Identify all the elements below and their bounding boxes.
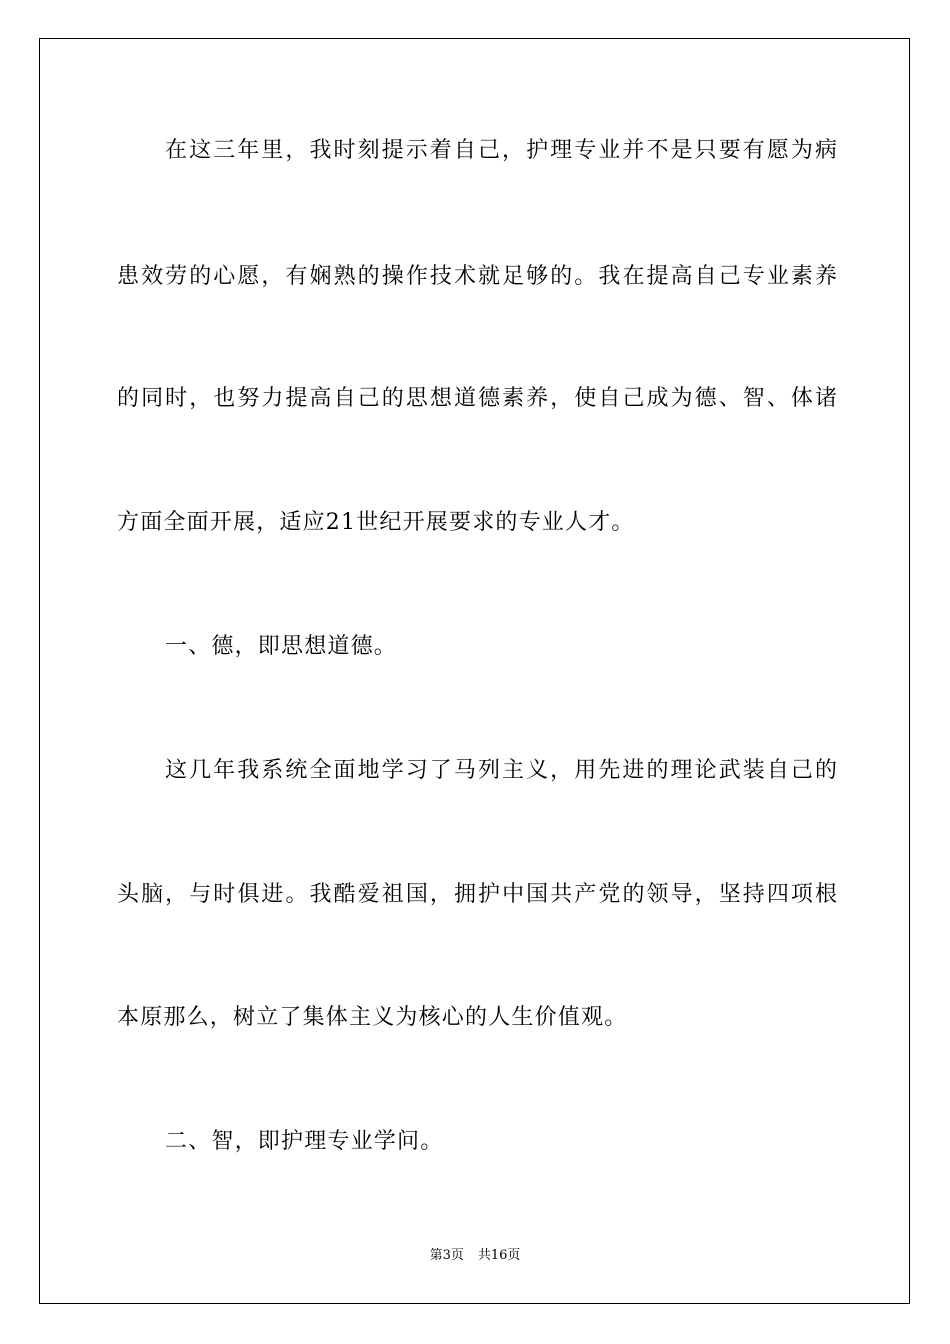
- paragraph-line: 在这三年里，我时刻提示着自己，护理专业并不是只要有愿为病: [165, 138, 837, 163]
- paragraph-line: 方面全面开展，适应21世纪开展要求的专业人才。: [117, 510, 635, 535]
- page-total: 共16页: [477, 1248, 521, 1263]
- section-heading: 一、德，即思想道德。: [165, 634, 398, 659]
- paragraph-line: 的同时，也努力提高自己的思想道德素养，使自己成为德、智、体诸: [117, 386, 837, 411]
- page-footer: [0, 1247, 950, 1265]
- paragraph-line: 头脑，与时俱进。我酷爱祖国，拥护中国共产党的领导，坚持四项根: [117, 882, 837, 907]
- section-heading: 二、智，即护理专业学问。: [165, 1129, 444, 1154]
- paragraph-line: 本原那么，树立了集体主义为核心的人生价值观。: [117, 1005, 628, 1030]
- page-border: [39, 38, 910, 1304]
- paragraph-line: 这几年我系统全面地学习了马列主义，用先进的理论武装自己的: [165, 758, 837, 783]
- page-number: 第3页: [429, 1248, 464, 1263]
- paragraph-line: 患效劳的心愿，有娴熟的操作技术就足够的。我在提高自己专业素养: [117, 264, 837, 289]
